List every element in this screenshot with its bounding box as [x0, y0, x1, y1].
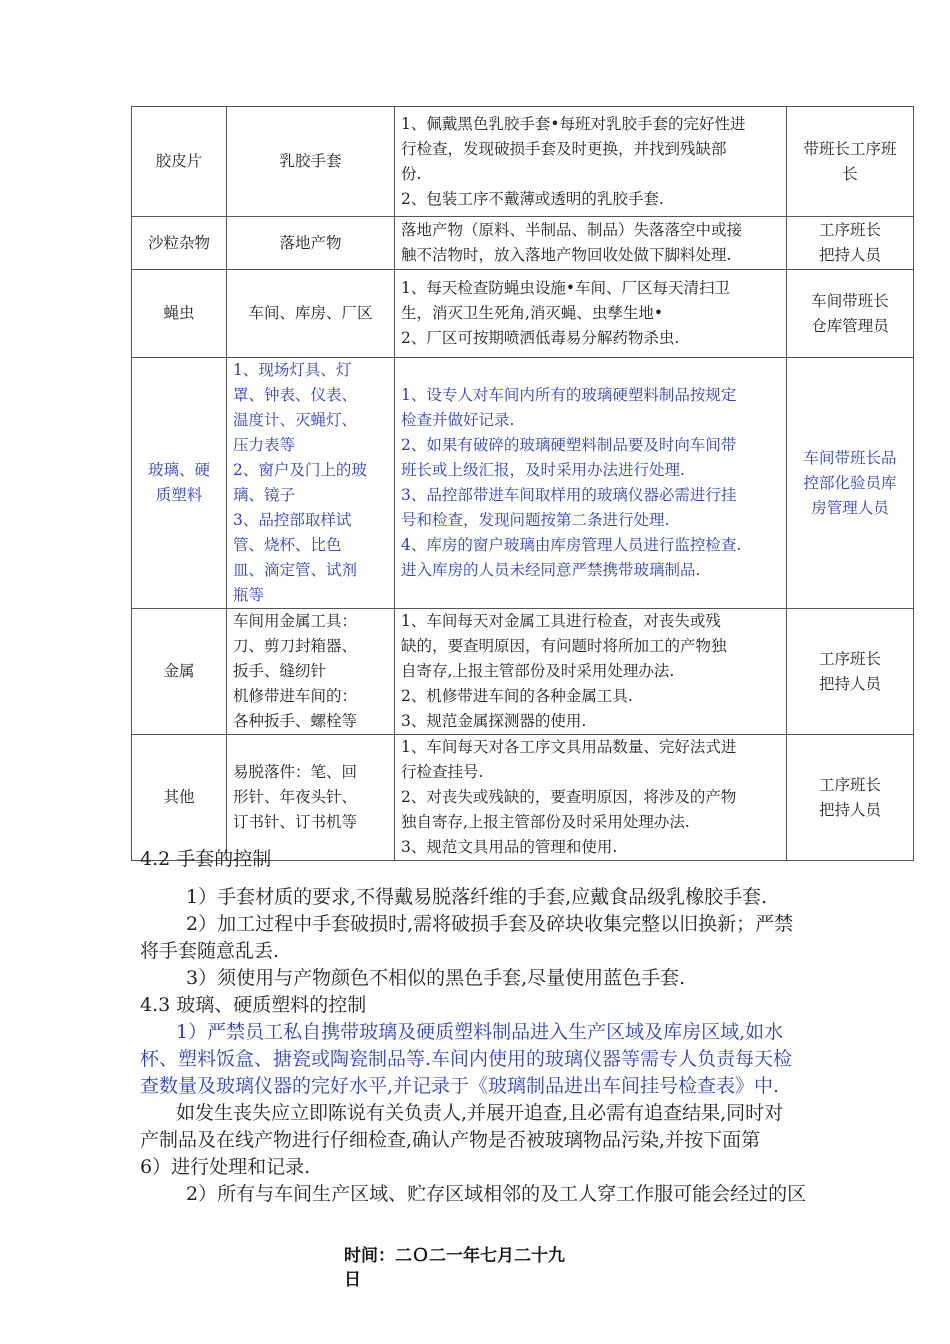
source-cell-line: 3、品控部取样试 — [233, 511, 352, 529]
hazard-cell: 其他 — [132, 735, 227, 861]
paragraph-glove-damage: 2）加工过程中手套破损时,需将破损手套及碎块收集完整以旧换新；严禁 — [186, 913, 794, 935]
responsible-cell — [787, 107, 914, 217]
measures-cell-line: 2、如果有破碎的玻璃硬塑料制品要及时向车间带 — [401, 436, 737, 454]
source-cell-line: 扳手、缝纫针 — [233, 662, 327, 680]
responsible-cell — [787, 358, 914, 609]
hazard-cell: 玻璃、硬质塑料 — [132, 358, 227, 609]
measures-cell-line: 3、规范金属探测器的使用. — [401, 712, 587, 730]
measures-cell-line: 行检查挂号. — [401, 763, 484, 781]
measures-cell-line: 班长或上级汇报，及时采用办法进行处理. — [401, 461, 685, 479]
section-heading-4-3: 4.3 玻璃、硬质塑料的控制 — [140, 994, 367, 1016]
measures-cell — [395, 358, 787, 609]
source-cell-line: 2、窗户及门上的玻 — [233, 461, 367, 479]
responsible-cell-line: 工序班长 — [818, 649, 881, 668]
source-cell-line: 车间用金属工具： — [233, 612, 358, 630]
measures-cell-line: 2、厂区可按期喷洒低毒易分解药物杀虫. — [401, 329, 680, 347]
paragraph-glove-color: 3）须使用与产物颜色不相似的黑色手套,尽量使用蓝色手套. — [186, 967, 686, 989]
measures-cell-line: 1、佩戴黑色乳胶手套•每班对乳胶手套的完好性进 — [401, 114, 746, 133]
source-cell-line: 压力表等 — [233, 436, 296, 454]
responsible-cell-line: 工序班长 — [818, 775, 881, 794]
hazard-cell: 沙粒杂物 — [132, 217, 227, 270]
measures-cell — [395, 107, 787, 217]
source-cell — [227, 735, 395, 861]
hazard-cell: 胶皮片 — [132, 107, 227, 217]
measures-cell-line: 1、车间每天对金属工具进行检查，对丧失或残 — [401, 612, 721, 630]
measures-cell-line: 2、包装工序不戴薄或透明的乳胶手套. — [401, 189, 664, 208]
paragraph-glove-damage-cont: 将手套随意乱丢. — [140, 940, 280, 962]
measures-cell-line: 号和检查，发现问题按第二条进行处理. — [401, 511, 670, 529]
source-cell-line: 车间、库房、厂区 — [248, 304, 373, 322]
responsible-cell-line: 车间带班长 — [811, 291, 889, 310]
responsible-cell-line: 控部化验员库 — [803, 473, 897, 492]
source-cell-line: 1、现场灯具、灯 — [233, 361, 352, 379]
measures-cell — [395, 735, 787, 861]
section-heading-4-2: 4.2 手套的控制 — [140, 848, 272, 870]
source-cell-line: 皿、滴定管、试剂 — [233, 561, 358, 579]
measures-cell-line: 独自寄存,上报主管部份及时采用处理办法. — [401, 813, 690, 831]
measures-cell-line: 落地产物（原料、半制品、制品）失落落空中或接 — [401, 221, 743, 239]
responsible-cell — [787, 609, 914, 735]
paragraph-glass-ban: 1）严禁员工私自携带玻璃及硬质塑料制品进入生产区域及库房区域,如水 — [176, 1021, 784, 1043]
measures-cell-line: 1、每天检查防蝇虫设施•车间、厂区每天清扫卫 — [401, 279, 731, 297]
source-cell-line: 机修带进车间的： — [233, 687, 358, 705]
measures-cell-line: 触不洁物时，放入落地产物回收处做下脚料处理. — [401, 246, 732, 264]
hazard-control-table — [131, 106, 914, 861]
responsible-cell-line: 带班长工序班 — [803, 139, 897, 158]
footer-date-line-2: 日 — [344, 1270, 361, 1290]
source-cell-line: 落地产物 — [279, 233, 342, 252]
responsible-cell-line: 工序班长 — [818, 221, 881, 239]
paragraph-glass-ban-cont-1: 杯、塑料饭盒、搪瓷或陶瓷制品等.车间内使用的玻璃仪器等需专人负责每天检 — [140, 1048, 793, 1070]
hazard-cell: 蝇虫 — [132, 270, 227, 358]
measures-cell — [395, 609, 787, 735]
source-cell-line: 罩、钟表、仪表、 — [233, 386, 358, 404]
source-cell-line: 瓶等 — [233, 586, 265, 604]
table-row — [132, 358, 914, 609]
source-cell — [227, 107, 395, 217]
measures-cell — [395, 270, 787, 358]
responsible-cell-line: 把持人员 — [818, 674, 881, 693]
source-cell-line: 刀、剪刀封箱器、 — [233, 637, 358, 655]
table-row — [132, 270, 914, 358]
source-cell-line: 温度计、灭蝇灯、 — [233, 411, 358, 429]
source-cell-line: 易脱落件：笔、回 — [233, 763, 358, 781]
measures-cell-line: 2、对丧失或残缺的，要查明原因，将涉及的产物 — [401, 788, 737, 806]
measures-cell-line: 生，消灭卫生死角,消灭蝇、虫孳生地• — [401, 304, 664, 322]
source-cell-line: 管、烧杯、比色 — [233, 536, 342, 554]
measures-cell-line: 缺的，要查明原因，有问题时将所加工的产物独 — [401, 637, 727, 655]
paragraph-glass-loss-cont-2: 6）进行处理和记录. — [140, 1156, 311, 1178]
source-cell-line: 璃、镜子 — [233, 486, 296, 504]
table-row — [132, 735, 914, 861]
measures-cell-line: 2、机修带进车间的各种金属工具. — [401, 687, 633, 705]
table-row — [132, 217, 914, 270]
measures-cell-line: 检查并做好记录. — [401, 411, 515, 429]
measures-cell-line: 1、设专人对车间内所有的玻璃硬塑料制品按规定 — [401, 386, 737, 404]
table-row — [132, 107, 914, 217]
source-cell — [227, 217, 395, 270]
source-cell — [227, 358, 395, 609]
paragraph-glass-loss: 如发生丧失应立即陈说有关负责人,并展开追查,且必需有追查结果,同时对 — [176, 1102, 784, 1124]
responsible-cell-line: 房管理人员 — [811, 498, 889, 517]
responsible-cell-line: 把持人员 — [818, 246, 881, 264]
paragraph-adjacent-areas: 2）所有与车间生产区域、贮存区域相邻的及工人穿工作服可能会经过的区 — [186, 1183, 807, 1205]
paragraph-glove-material: 1）手套材质的要求,不得戴易脱落纤维的手套,应戴食品级乳橡胶手套. — [186, 886, 768, 908]
measures-cell-line: 份. — [401, 164, 422, 183]
responsible-cell-line: 仓库管理员 — [811, 316, 889, 335]
source-cell-line: 形针、年夜头针、 — [233, 788, 358, 806]
source-cell — [227, 609, 395, 735]
measures-cell-line: 进入库房的人员未经同意严禁携带玻璃制品. — [401, 561, 701, 579]
paragraph-glass-ban-cont-2: 查数量及玻璃仪器的完好水平,并记录于《玻璃制品进出车间挂号检查表》中. — [140, 1075, 780, 1097]
responsible-cell-line: 把持人员 — [818, 800, 881, 819]
source-cell-line: 订书针、订书机等 — [233, 813, 358, 831]
measures-cell — [395, 217, 787, 270]
source-cell-line: 各种扳手、螺栓等 — [233, 712, 358, 730]
measures-cell-line: 自寄存,上报主管部份及时采用处理办法. — [401, 662, 675, 680]
measures-cell-line: 3、规范文具用品的管理和使用. — [401, 838, 618, 856]
responsible-cell-line: 车间带班长品 — [803, 448, 897, 467]
source-cell-line: 乳胶手套 — [279, 152, 342, 170]
hazard-cell: 金属 — [132, 609, 227, 735]
footer-date — [344, 1244, 604, 1292]
measures-cell-line: 4、库房的窗户玻璃由库房管理人员进行监控检查. — [401, 536, 742, 554]
table-row — [132, 609, 914, 735]
measures-cell-line: 1、车间每天对各工序文具用品数量、完好法式进 — [401, 738, 737, 756]
footer-date-line-1: 时间：二Ｏ二一年七月二十九 — [344, 1246, 565, 1266]
responsible-cell — [787, 217, 914, 270]
measures-cell-line: 行检查，发现破损手套及时更换，并找到残缺部 — [401, 139, 727, 158]
paragraph-glass-loss-cont-1: 产制品及在线产物进行仔细检查,确认产物是否被玻璃物品污染,并按下面第 — [140, 1129, 761, 1151]
measures-cell-line: 3、品控部带进车间取样用的玻璃仪器必需进行挂 — [401, 486, 737, 504]
responsible-cell — [787, 270, 914, 358]
source-cell — [227, 270, 395, 358]
responsible-cell-line: 长 — [842, 164, 858, 183]
responsible-cell — [787, 735, 914, 861]
